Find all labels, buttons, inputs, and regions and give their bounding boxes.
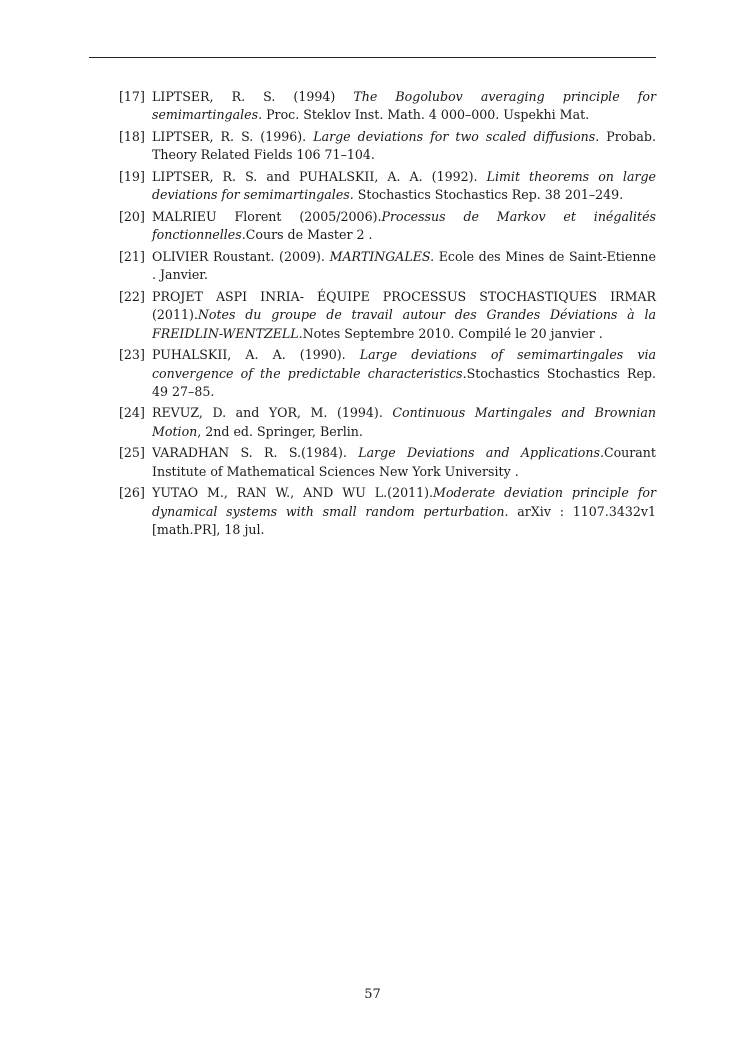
reference-title: Large Deviations and Applications. [358, 445, 604, 461]
reference-entry [119, 88, 656, 125]
reference-detail: Stochastics Stochastics Rep. 38 201–249. [353, 187, 624, 203]
reference-entry [119, 208, 656, 245]
reference-text [152, 88, 656, 125]
reference-title: Processus de Markov et inégalités fonctionnelles. [152, 208, 656, 243]
reference-entry [119, 168, 656, 205]
reference-detail: arXiv : 1107.3432v1 [math.PR], 18 jul. [152, 503, 656, 538]
reference-detail: OLIVIER Roustant. (2009). [152, 248, 330, 264]
reference-detail: . Probab. Theory Related Fields 106 71–104. [152, 128, 657, 163]
page-number: 57 [364, 987, 381, 1002]
reference-title: Large deviations of semimartingales via convergence of the predictable characteristics. [152, 347, 656, 381]
reference-entry [119, 288, 656, 343]
reference-text [152, 288, 656, 343]
reference-title: MARTINGALES. [329, 248, 435, 264]
reference-number: [21] [119, 248, 145, 264]
reference-number: [26] [119, 485, 145, 501]
reference-number: [24] [119, 405, 145, 421]
reference-text [152, 248, 656, 285]
reference-text [152, 404, 656, 441]
reference-title: Limit theorems on large deviations for semimartingales. [152, 168, 656, 203]
reference-number: [17] [119, 89, 145, 104]
reference-title: The Bogolubov averaging principle for semimartingales. [152, 89, 656, 123]
reference-detail: REVUZ, D. and YOR, M. (1994). [152, 405, 393, 421]
reference-entry [119, 404, 656, 441]
reference-text [152, 168, 656, 205]
reference-entry [119, 128, 656, 165]
reference-number: [18] [119, 128, 145, 144]
reference-detail: Stochastics Stochastics Rep. 49 27–85. [152, 365, 656, 399]
reference-detail: , 2nd ed. Springer, Berlin. [197, 423, 363, 439]
reference-detail: LIPTSER, R. S. (1996). [152, 128, 314, 144]
reference-title: Notes du groupe de travail autour des Grandes Déviations à la FREIDLIN-WENTZELL. [152, 307, 656, 341]
reference-detail: MALRIEU Florent (2005/2006). [152, 208, 382, 224]
header-rule [89, 57, 656, 58]
reference-number: [19] [119, 168, 145, 184]
reference-detail: VARADHAN S. R. S.(1984). [152, 445, 359, 461]
reference-title: Moderate deviation principle for dynamical systems with small random perturbation. [152, 485, 656, 519]
reference-detail: Proc. Steklov Inst. Math. 4 000–000. Uspekhi Mat. [262, 107, 590, 123]
reference-entry [119, 248, 656, 285]
reference-text [152, 128, 656, 165]
reference-entry [119, 484, 656, 539]
reference-entry [119, 346, 656, 401]
reference-detail: Cours de Master 2 . [245, 227, 373, 243]
reference-entry [119, 444, 656, 481]
reference-text [152, 444, 656, 481]
reference-number: [25] [119, 445, 145, 461]
reference-detail: Courant Institute of Mathematical Sciences New York University . [152, 445, 656, 479]
reference-text [152, 484, 656, 539]
reference-title: Continuous Martingales and Brownian Motion [152, 405, 656, 439]
reference-detail: LIPTSER, R. S. and PUHALSKII, A. A. (1992). [152, 168, 487, 184]
reference-detail: Notes Septembre 2010. Compilé le 20 janvier . [302, 325, 603, 341]
reference-text [152, 346, 656, 401]
reference-text [152, 208, 656, 245]
reference-detail: PROJET ASPI INRIA- ÉQUIPE PROCESSUS STOCHASTIQUES IRMAR (2011). [152, 288, 656, 323]
reference-number: [20] [119, 208, 145, 224]
reference-detail: Ecole des Mines de Saint-Etienne . Janvier. [152, 248, 656, 283]
bibliography-list [119, 88, 656, 543]
reference-detail: YUTAO M., RAN W., AND WU L.(2011). [152, 485, 434, 501]
reference-title: Large deviations for two scaled diffusions [313, 128, 596, 144]
reference-detail: LIPTSER, R. S. (1994) [152, 89, 354, 104]
reference-number: [23] [119, 347, 145, 363]
reference-number: [22] [119, 288, 145, 304]
reference-detail: PUHALSKII, A. A. (1990). [152, 347, 360, 363]
